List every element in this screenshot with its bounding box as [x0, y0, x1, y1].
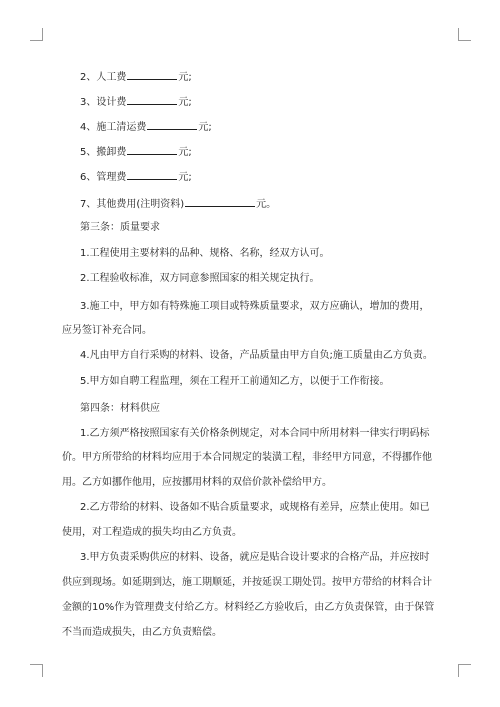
fee-item-handling: 5、搬卸费 元;	[62, 144, 458, 160]
page-corner-mark-top-right	[458, 28, 471, 41]
paragraph-line: 供应到现场。如延期到达，施工期顺延，并按延误工期处罚。按甲方带给的材料合计	[62, 577, 432, 588]
page-corner-mark-bottom-right	[458, 664, 471, 677]
page-corner-mark-bottom-left	[30, 664, 43, 677]
paragraph: 1.工程使用主要材料的品种、规格、名称，经双方认可。	[80, 248, 330, 259]
paragraph-line: 使用，对工程造成的损失均由乙方负责。	[62, 527, 242, 538]
paragraph-line: 价。甲方所带给的材料均应用于本合同规定的装潢工程，非经甲方同意，不得挪作他	[62, 452, 432, 463]
paragraph-line: 2.乙方带给的材料、设备如不贴合质量要求，或规格有差异，应禁止使用。如已	[80, 502, 430, 513]
fill-blank	[147, 119, 197, 130]
paragraph: 5.甲方如自聘工程监理，须在工程开工前通知乙方，以便于工作衔接。	[80, 376, 390, 387]
paragraph-line: 用。乙方如挪作他用，应按挪用材料的双倍价款补偿给甲方。	[62, 477, 332, 488]
section-heading-quality: 第三条：质量要求	[80, 222, 160, 233]
paragraph-line: 1.乙方须严格按照国家有关价格条例规定，对本合同中所用材料一律实行明码标	[80, 428, 430, 439]
fill-blank	[127, 94, 177, 105]
paragraph: 2.工程验收标准，双方同意参照国家的相关规定执行。	[80, 273, 320, 284]
paragraph-line: 3.甲方负责采购供应的材料、设备，就应是贴合设计要求的合格产品，并应按时	[80, 552, 430, 563]
fee-item-other: 7、其他费用(注明资料) 元。	[62, 196, 458, 212]
section-heading-materials: 第四条：材料供应	[80, 403, 160, 414]
paragraph-line: 3.施工中，甲方如有特殊施工项目或特殊质量要求，双方应确认，增加的费用，	[80, 301, 430, 312]
fee-item-labor: 2、人工费 元;	[62, 69, 458, 85]
fill-blank	[127, 144, 177, 155]
fee-item-design: 3、设计费 元;	[62, 94, 458, 110]
paragraph-line: 不当而造成损失，由乙方负责赔偿。	[62, 627, 222, 638]
paragraph-line: 金额的10%作为管理费支付给乙方。材料经乙方验收后，由乙方负责保管，由于保管	[62, 602, 435, 613]
paragraph-line: 应另签订补充合同。	[62, 325, 152, 336]
paragraph: 4.凡由甲方自行采购的材料、设备，产品质量由甲方自负;施工质量由乙方负责。	[80, 350, 433, 361]
fill-blank	[127, 169, 177, 180]
fill-blank	[127, 69, 177, 80]
fee-item-management: 6、管理费 元;	[62, 169, 458, 185]
fee-item-cleanup: 4、施工清运费 元;	[62, 119, 458, 135]
page-corner-mark-top-left	[30, 28, 43, 41]
fill-blank	[185, 196, 255, 207]
